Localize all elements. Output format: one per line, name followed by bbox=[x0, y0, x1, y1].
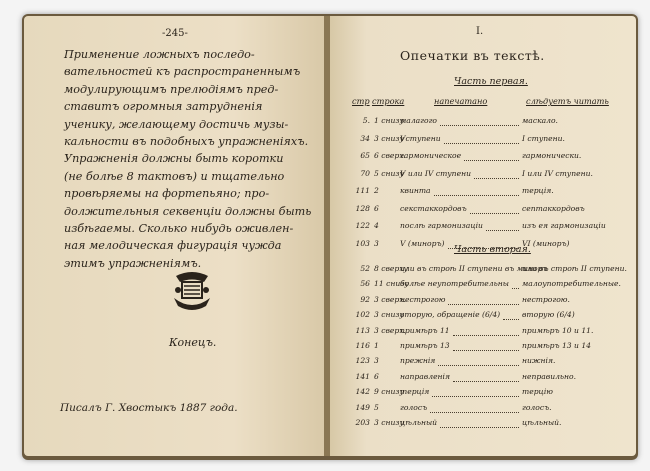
row-line: 4 bbox=[374, 221, 379, 230]
row-read: вторую (6/4) bbox=[522, 310, 575, 320]
left-page-text bbox=[64, 46, 314, 272]
row-line: 3 bbox=[374, 356, 379, 366]
text-line: ставитъ огромныя затрудненія bbox=[64, 100, 263, 114]
row-page: 141 bbox=[355, 371, 370, 381]
dot-leader bbox=[453, 341, 519, 351]
row-line: 3 снизу bbox=[374, 133, 404, 143]
text-line: (не болѣе 8 тактовъ) и тщательно bbox=[64, 169, 285, 183]
row-line: 11 снизу bbox=[374, 279, 409, 289]
text-line: ная мелодическая фигурація чужда bbox=[64, 239, 282, 253]
open-book bbox=[22, 14, 638, 460]
row-printed: примѣръ 13 bbox=[400, 341, 450, 350]
row-read: или въ строѣ II ступени. bbox=[522, 264, 627, 273]
row-read: нестрогою. bbox=[522, 294, 570, 304]
row-page: 34 bbox=[360, 133, 370, 143]
col-page-header: стр bbox=[352, 96, 370, 106]
row-read: цѣльный. bbox=[522, 418, 562, 427]
row-page: 123 bbox=[355, 356, 370, 366]
row-printed: нестрогою bbox=[400, 294, 446, 304]
dot-leader bbox=[440, 116, 519, 126]
errata-row bbox=[352, 356, 622, 370]
row-line: 1 снизу bbox=[374, 116, 404, 125]
row-page: 92 bbox=[360, 294, 370, 304]
row-page: 52 bbox=[360, 264, 370, 273]
row-printed: Vступени bbox=[400, 133, 441, 143]
row-read: I или IV ступени. bbox=[522, 168, 593, 178]
col-printed-header: напечатано bbox=[434, 96, 488, 106]
row-line: 3 снизу bbox=[374, 310, 404, 320]
row-printed: секстаккордовъ bbox=[400, 203, 467, 213]
row-line: 5 bbox=[374, 402, 379, 412]
text-line: вательностей къ распространеннымъ bbox=[64, 65, 301, 79]
text-line: модулирующимъ прелюдіямъ пред- bbox=[64, 82, 279, 96]
dot-leader bbox=[438, 356, 519, 366]
errata-row bbox=[352, 204, 622, 218]
row-read: терцію bbox=[522, 387, 553, 397]
dot-leader bbox=[474, 169, 519, 179]
row-page: 103 bbox=[355, 238, 370, 248]
errata-row bbox=[352, 134, 622, 148]
row-read: гармонически. bbox=[522, 151, 582, 160]
row-printed: гармоническое bbox=[400, 151, 462, 160]
left-page-number: -245- bbox=[162, 28, 188, 39]
end-word: Конецъ. bbox=[169, 336, 217, 349]
row-line: 6 bbox=[374, 371, 379, 381]
dot-leader bbox=[486, 221, 519, 231]
row-printed: V или IV ступени bbox=[400, 168, 471, 178]
dot-leader bbox=[430, 403, 519, 413]
dot-leader bbox=[444, 134, 519, 144]
row-page: 203 bbox=[355, 418, 370, 427]
errata-row bbox=[352, 387, 622, 401]
row-line: 6 bbox=[374, 203, 379, 213]
text-line: этимъ упражненіямъ. bbox=[64, 256, 202, 270]
dot-leader bbox=[503, 310, 519, 320]
row-read: маскало. bbox=[522, 116, 558, 125]
errata-row bbox=[352, 186, 622, 200]
row-line: 9 снизу bbox=[374, 387, 404, 397]
row-line: 3 bbox=[374, 238, 379, 248]
dot-leader bbox=[440, 418, 519, 428]
dot-leader bbox=[453, 326, 519, 336]
row-printed: послѣ гармонизаціи bbox=[400, 221, 483, 230]
errata-row bbox=[352, 279, 622, 293]
row-read: малоупотребительные. bbox=[522, 279, 621, 289]
dot-leader bbox=[453, 372, 519, 382]
signature-line: Писалъ Г. Хвостыкъ 1887 года. bbox=[60, 402, 238, 414]
right-page-number: I. bbox=[476, 26, 484, 37]
row-read: голосъ. bbox=[522, 402, 552, 412]
row-read: примѣръ 13 и 14 bbox=[522, 341, 592, 350]
errata-row bbox=[352, 310, 622, 324]
errata-row bbox=[352, 341, 622, 355]
col-line-header: строка bbox=[372, 96, 405, 106]
row-printed: квинта bbox=[400, 186, 431, 195]
text-line: должительныя секвенціи должны быть bbox=[64, 204, 312, 218]
row-printed: вторую, обращеніе (6/4) bbox=[400, 310, 501, 320]
right-page bbox=[330, 16, 636, 456]
row-read: изъ ея гармонизаціи bbox=[522, 221, 606, 230]
row-read: I ступени. bbox=[522, 133, 565, 143]
errata-row bbox=[352, 151, 622, 165]
row-read: терція. bbox=[522, 186, 554, 195]
row-page: 5. bbox=[362, 116, 370, 125]
part1-title: Часть первая. bbox=[454, 76, 528, 87]
row-printed: болѣе неупотребительны bbox=[400, 279, 509, 289]
row-line: 8 сверху bbox=[374, 264, 408, 273]
row-line: 3 сверх. bbox=[374, 294, 406, 304]
errata-row bbox=[352, 264, 627, 278]
text-line: Применение ложныхъ последо- bbox=[64, 48, 255, 61]
row-printed: V (миноръ) bbox=[400, 238, 445, 248]
row-printed: прежнія bbox=[400, 356, 436, 366]
row-page: 113 bbox=[355, 325, 370, 335]
row-printed: направленія bbox=[400, 371, 451, 381]
row-printed: или въ строѣ II ступени въ миноръ bbox=[400, 264, 548, 273]
row-page: 142 bbox=[355, 387, 370, 397]
row-page: 102 bbox=[355, 310, 370, 320]
row-page: 128 bbox=[355, 203, 370, 213]
row-line: 6 сверх. bbox=[374, 151, 406, 160]
text-line: провѣряемы на фортепьяно; про- bbox=[64, 187, 270, 201]
row-printed: малагого bbox=[400, 116, 438, 125]
dot-leader bbox=[512, 279, 519, 289]
row-read: примѣръ 10 и 11. bbox=[522, 325, 594, 335]
row-read: VI (миноръ) bbox=[522, 238, 570, 248]
row-page: 70 bbox=[360, 168, 370, 178]
errata-row bbox=[352, 372, 622, 386]
text-line: ученику, желающему достичь музы- bbox=[64, 117, 289, 131]
text-line: избѣгаемы. Сколько нибудь оживлен- bbox=[64, 222, 294, 236]
row-line: 3 сверх. bbox=[374, 325, 406, 335]
errata-row bbox=[352, 295, 622, 309]
errata-title: Опечатки въ текстѣ. bbox=[400, 48, 545, 63]
errata-row bbox=[352, 326, 622, 340]
row-line: 5 снизу bbox=[374, 168, 404, 178]
left-page bbox=[24, 16, 324, 456]
dot-leader bbox=[448, 295, 519, 305]
row-read: септаккордовъ bbox=[522, 203, 585, 213]
row-page: 116 bbox=[355, 341, 370, 350]
row-printed: цѣльный bbox=[400, 418, 438, 427]
row-page: 111 bbox=[355, 186, 370, 195]
errata-row bbox=[352, 418, 622, 432]
errata-row bbox=[352, 116, 622, 130]
errata-row bbox=[352, 403, 622, 417]
col-read-header: слѣдуетъ читать bbox=[526, 96, 609, 106]
dot-leader bbox=[470, 204, 519, 214]
row-line: 1 bbox=[374, 341, 379, 350]
errata-row bbox=[352, 221, 622, 235]
dot-leader bbox=[432, 387, 519, 397]
dot-leader bbox=[434, 186, 519, 196]
row-page: 56 bbox=[360, 279, 370, 289]
errata-row bbox=[352, 169, 622, 183]
row-page: 65 bbox=[360, 151, 370, 160]
text-line: кальности въ подобныхъ упражненіяхъ. bbox=[64, 135, 309, 149]
text-line: Упражненія должны быть коротки bbox=[64, 152, 284, 166]
row-read: неправильно. bbox=[522, 371, 577, 381]
row-read: нижнія. bbox=[522, 356, 556, 366]
row-page: 149 bbox=[355, 402, 370, 412]
row-line: 3 снизу bbox=[374, 418, 404, 427]
dot-leader bbox=[464, 151, 519, 161]
printers-ornament bbox=[170, 268, 214, 312]
row-line: 2 bbox=[374, 186, 379, 195]
row-printed: терція bbox=[400, 387, 430, 397]
part2-title: Часть вторая. bbox=[454, 244, 531, 255]
row-page: 122 bbox=[355, 221, 370, 230]
row-printed: голосъ bbox=[400, 402, 428, 412]
row-printed: примѣръ 11 bbox=[400, 325, 450, 335]
